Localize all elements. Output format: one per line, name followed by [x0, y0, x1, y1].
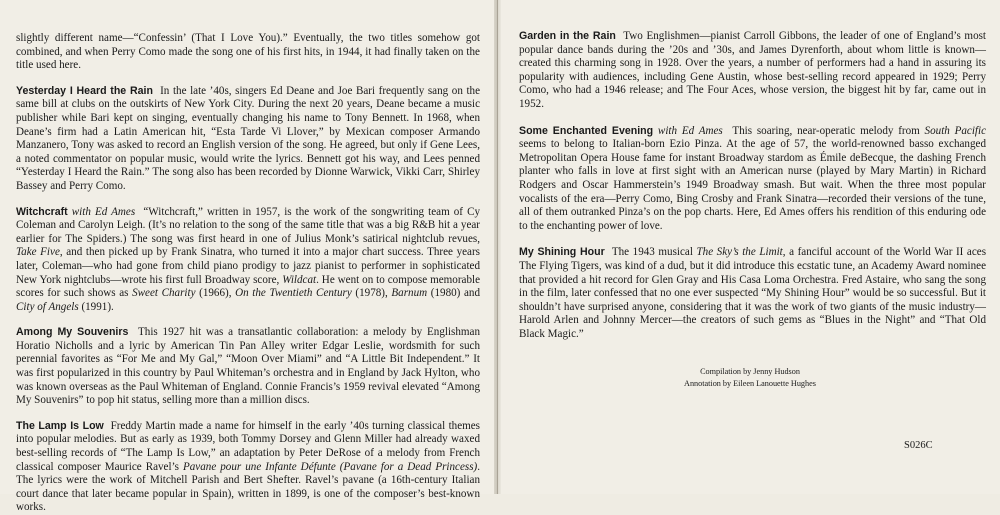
catalog-number: S026C [904, 440, 933, 451]
entry-body-part: (1978), [351, 287, 392, 300]
credits-block [670, 366, 830, 389]
intro-paragraph [16, 32, 480, 73]
annotation-credit: Annotation by Eileen Lanouette Hughes [684, 378, 816, 388]
entry-body: Two Englishmen—pianist Carroll Gibbons, the leader of one of England’s most popular dance bands during the ’20s and ’30s, and James Dyrenforth, about whom little is known—created this charming song in 1928. Over the years, a number of performers had a hand in assuring its popularity with audiences, including Gene Austin, whose best-selling record appeared in 1929; Perry Como, who had a 1946 release; and The Four Aces, whose version, the biggest hit by far, came out in 1952. [519, 30, 987, 110]
show-title: On the Twentieth Century [235, 287, 352, 300]
entry-among-my-souvenirs [16, 326, 480, 408]
entry-body-part: (1966), [195, 287, 236, 300]
song-title: My Shining Hour [519, 246, 605, 259]
fold-crease [497, 0, 498, 494]
entry-body-part: The 1943 musical [611, 246, 697, 259]
entry-body-part: (1980) and [427, 287, 480, 300]
entry-garden-in-the-rain [519, 30, 986, 112]
entry-body-part: “Witchcraft,” written in 1957, is the work of the songwriting team of Cy Coleman and Carolyn Leigh. (It’s no relation to the song of the same title that was a big R&B hit a year earlier for The Spiders.) The song was first heard in one of Julius Monk’s satirical nightclub revues, [16, 205, 481, 245]
show-title: Barnum [391, 287, 428, 300]
entry-body-part: . The lyrics were the work of Mitchell Parish and Bert Shefter. Ravel’s pavane (a 16th-century Italian court dance that later became popular in Spain), written in 1899, is one of the composer’s best-known works. [16, 460, 480, 514]
song-title: Some Enchanted Evening [519, 124, 654, 137]
entry-body-part: This soaring, near-operatic melody from [732, 124, 925, 137]
intro-text: slightly different name—“Confessin’ (That I Love You).” Eventually, the two titles somehow got combined, and when Perry Como made the song one of his first hits, in 1944, it had finally taken on the title used here. [16, 32, 480, 72]
entry-some-enchanted-evening [519, 125, 986, 234]
show-title: South Pacific [924, 124, 987, 137]
film-title: The Sky’s the Limit [696, 246, 783, 259]
entry-my-shining-hour [519, 246, 986, 341]
song-title: Witchcraft [16, 205, 68, 218]
right-page [500, 0, 1000, 494]
show-title: City of Angels [16, 300, 79, 313]
entry-yesterday-i-heard-the-rain [16, 85, 480, 194]
entry-body-part: (1991). [78, 300, 114, 313]
show-title: Sweet Charity [132, 287, 196, 300]
song-title: The Lamp Is Low [16, 419, 104, 432]
song-title: Yesterday I Heard the Rain [16, 84, 153, 97]
left-page [0, 0, 494, 514]
entry-body-part: . He went on to compose memorable scores for such shows as [16, 273, 480, 300]
show-title: Wildcat [282, 273, 317, 286]
entry-body-part: , and then picked up by Frank Sinatra, who turned it into a major chart success. Three years later, Coleman—who had gone from child piano prodigy to jazz pianist to performer in sophisticated New York nightclubs—wrote his first full Broadway score, [16, 246, 480, 286]
song-title: Garden in the Rain [519, 30, 616, 42]
entry-body-part: Freddy Martin made a name for himself in the early ’40s turning classical themes into popular melodies. But as early as 1939, both Tommy Dorsey and Glenn Miller had already waxed best-selling records of “The Lamp Is Low,” an adaptation by Peter DeRose of a melody from French classical composer Maurice Ravel’s [16, 419, 481, 473]
show-title: Take Five [16, 246, 60, 259]
entry-witchcraft [16, 206, 480, 315]
entry-body: This 1927 hit was a transatlantic collaboration: a melody by Englishman Horatio Nicholls and a lyric by American Tin Pan Alley writer Edgar Leslie, wordsmith for such perennial favorites as “For Me and My Gal,” “Moon Over Miami” and “A Little Bit Independent.” It was first popularized in this country by Paul Whiteman’s orchestra and in England by Jack Hylton, who was known overseas as the Paul Whiteman of England. Connie Francis’s 1959 revival elevated “Among My Souvenirs” to pop hit status, selling more than a million discs. [16, 326, 481, 407]
performer-credit: with Ed Ames [71, 205, 136, 218]
song-title: Among My Souvenirs [16, 326, 129, 339]
entry-body: In the late ’40s, singers Ed Deane and Joe Bari frequently sang on the same bill at clubs on the outskirts of New York City. During the next 20 years, Deane became a music publisher while Bari kept on singing, eventually changing his name to Tony Bennett. In 1968, when Deane’s firm had a Latin American hit, “Esta Tarde Vi Llover,” by Mexican composer Armando Manzanero, Tony was asked to record an English version of the song. He agreed, but only if Gene Lees, a noted commentator on popular music, would write the lyrics. Bennett got his way, and Lees penned “Yesterday I Heard the Rain.” The song also has been recorded by Dionne Warwick, Vikki Carr, Shirley Bassey and Perry Como. [16, 84, 481, 192]
entry-the-lamp-is-low [16, 420, 480, 515]
entry-body-part: , a fanciful account of the World War II aces The Flying Tigers, was kind of a dud, but it did introduce this ecstatic tune, an Academy Award nominee that provided a hit record for Glen Gray and His Casa Loma Orchestra. Fred Astaire, who sang the song in the film, later confessed that no one ever suspected “My Shining Hour” would be so successful. But it shouldn’t have surprised anyone, considering that it was the work of two giants of the music industry—Harold Arlen and Johnny Mercer—the creators of such gems as “Blues in the Night” and “That Old Black Magic.” [519, 246, 987, 340]
compilation-credit: Compilation by Jenny Hudson [700, 367, 800, 376]
performer-credit: with Ed Ames [657, 124, 723, 137]
entry-body-part: seems to belong to Italian-born Ezio Pinza. At the age of 57, the world-renowned basso exchanged Metropolitan Opera House fame for instant Broadway stardom as Émile deBecque, the dashing French planter who falls in love at first sight with an American nurse (played by Mary Martin) in Richard Rodgers and Oscar Hammerstein’s 1949 Broadway smash. But wait. When the three most popular vocalists of the era—Perry Como, Bing Crosby and Frank Sinatra—recorded their versions of the tune, all of them outranked Pinza’s on the pop charts. Here, Ed Ames offers his rendition of this enduring ode to the enchanting power of love. [519, 138, 986, 232]
work-title: Pavane pour une Infante Défunte (Pavane for a Dead Princess) [182, 460, 478, 473]
